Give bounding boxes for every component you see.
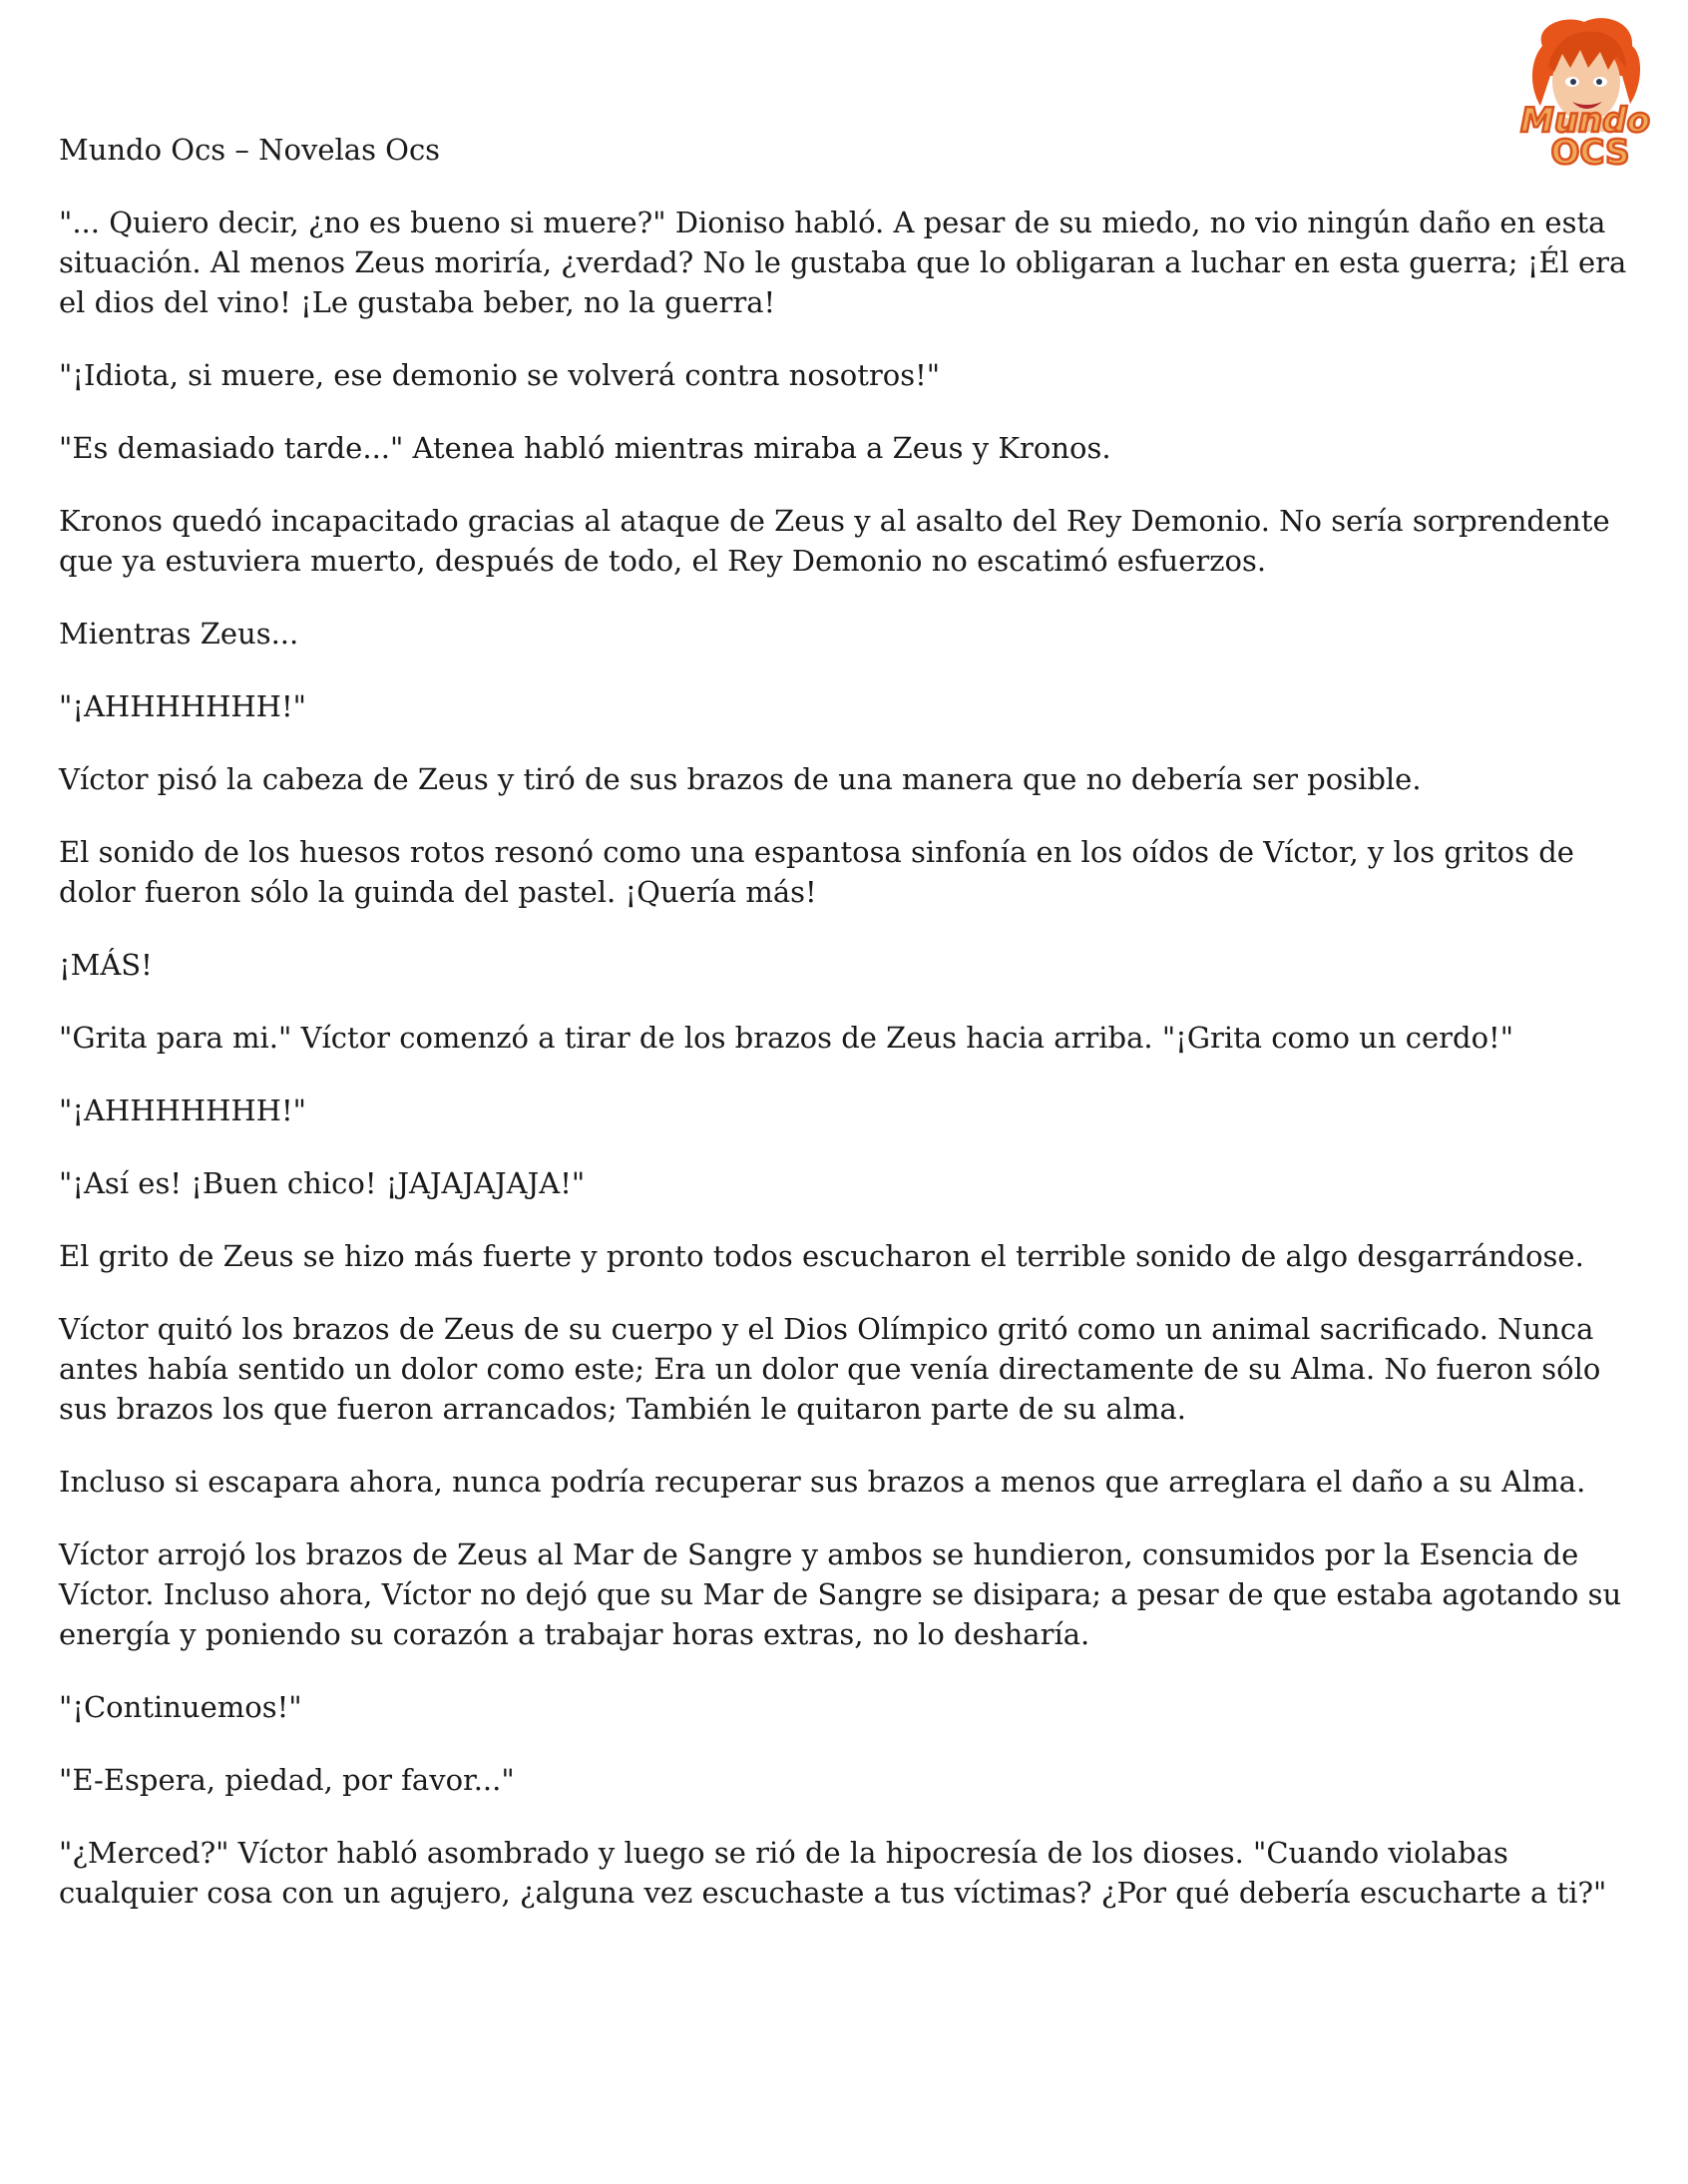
paragraph: "¡Así es! ¡Buen chico! ¡JAJAJAJAJA!" — [59, 1166, 586, 1200]
paragraph: Incluso si escapara ahora, nunca podría recuperar sus brazos a menos que arreglara el daño a su Alma. — [59, 1465, 1586, 1499]
paragraph: Víctor arrojó los brazos de Zeus al Mar de Sangre y ambos se hundieron, consumidos por la Esencia de Víctor. Incluso ahora, Víctor no dejó que su Mar de Sangre se disipara; a pesar de que estaba agotando su energía y poniendo su corazón a trabajar horas extras, no lo desharía. — [59, 1537, 1622, 1651]
paragraph: El grito de Zeus se hizo más fuerte y pronto todos escucharon el terrible sonido de algo desgarrándose. — [59, 1239, 1584, 1273]
paragraph: "... Quiero decir, ¿no es bueno si muere?" Dioniso habló. A pesar de su miedo, no vio ningún daño en esta situación. Al menos Zeus moriría, ¿verdad? No le gustaba que lo obligaran a luchar en esta guerra; ¡Él era el dios del vino! ¡Le gustaba beber, no la guerra! — [59, 206, 1627, 319]
paragraph: ¡MÁS! — [59, 948, 153, 982]
paragraph: "¿Merced?" Víctor habló asombrado y luego se rió de la hipocresía de los dioses. "Cuando violabas cualquier cosa con un agujero, ¿alguna vez escuchaste a tus víctimas? ¿Por qué debería escucharte a ti?" — [59, 1836, 1607, 1910]
paragraph: Kronos quedó incapacitado gracias al ataque de Zeus y al asalto del Rey Demonio. No sería sorprendente que ya estuviera muerto, después de todo, el Rey Demonio no escatimó esfuerzos. — [59, 504, 1610, 578]
paragraph: "¡AHHHHHHH!" — [59, 1093, 306, 1127]
paragraph: "¡Continuemos!" — [59, 1690, 302, 1724]
paragraph: "¡AHHHHHHH!" — [59, 689, 306, 723]
paragraph: El sonido de los huesos rotos resonó como una espantosa sinfonía en los oídos de Víctor, y los gritos de dolor fueron sólo la guinda del pastel. ¡Quería más! — [59, 835, 1574, 909]
document-header: Mundo Ocs – Novelas Ocs — [59, 133, 441, 167]
paragraph: "Grita para mi." Víctor comenzó a tirar de los brazos de Zeus hacia arriba. "¡Grita como un cerdo!" — [59, 1021, 1514, 1055]
document-body — [59, 130, 1645, 1946]
paragraph: Víctor quitó los brazos de Zeus de su cuerpo y el Dios Olímpico gritó como un animal sacrificado. Nunca antes había sentido un dolor como este; Era un dolor que venía directamente de su Alma. No fueron sólo sus brazos los que fueron arrancados; También le quitaron parte de su alma. — [59, 1312, 1601, 1426]
paragraph: "E-Espera, piedad, por favor..." — [59, 1763, 515, 1797]
paragraph: Mientras Zeus... — [59, 617, 299, 651]
paragraph: Víctor pisó la cabeza de Zeus y tiró de sus brazos de una manera que no debería ser posible. — [59, 762, 1422, 796]
logo-text-line2: OCS — [1550, 133, 1630, 172]
paragraph: "Es demasiado tarde..." Atenea habló mientras miraba a Zeus y Kronos. — [59, 431, 1111, 465]
paragraph: "¡Idiota, si muere, ese demonio se volverá contra nosotros!" — [59, 358, 941, 392]
logo-text-line1: Mundo — [1520, 101, 1650, 141]
